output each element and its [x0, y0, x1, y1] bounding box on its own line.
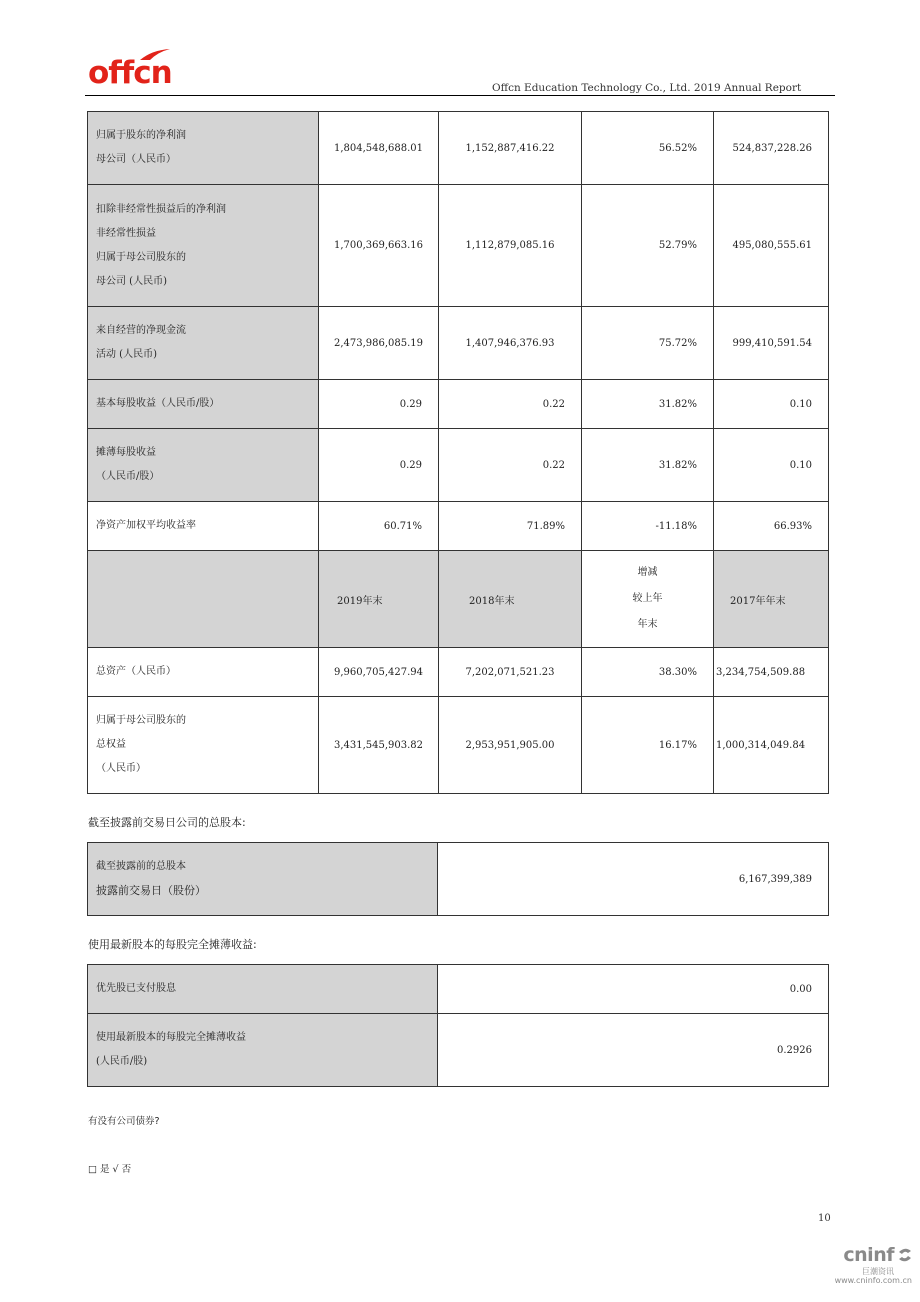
share-capital-heading: 截至披露前交易日公司的总股本: [88, 816, 246, 829]
row-label: 来自经营的净现金流 活动 (人民币) [88, 307, 319, 380]
value-change: -11.18% [582, 502, 714, 551]
value-2018: 1,112,879,085.16 [439, 185, 582, 307]
report-title: Offcn Education Technology Co., Ltd. 2019 Annual Report [492, 82, 802, 94]
value-2019: 3,431,545,903.82 [319, 697, 439, 794]
offcn-logo [88, 46, 174, 92]
value-change: 56.52% [582, 112, 714, 185]
value-2019: 1,700,369,663.16 [319, 185, 439, 307]
table-row [88, 185, 829, 307]
preferred-dividend-value: 0.00 [438, 965, 829, 1014]
subheader-2019: 2019年末 [319, 551, 439, 648]
bonds-question: 有没有公司债券? [88, 1116, 160, 1127]
value-2019: 0.29 [319, 380, 439, 429]
cninfo-watermark [826, 1244, 916, 1290]
cninfo-logo-icon [896, 1246, 914, 1264]
value-2019: 0.29 [319, 429, 439, 502]
row-label: 摊薄每股收益 （人民币/股） [88, 429, 319, 502]
value-change: 16.17% [582, 697, 714, 794]
value-2017: 66.93% [714, 502, 829, 551]
value-2018: 1,407,946,376.93 [439, 307, 582, 380]
subheader-2017: 2017年年末 [714, 551, 829, 648]
logo-text: offcn [88, 55, 172, 91]
value-2018: 2,953,951,905.00 [439, 697, 582, 794]
table-row [88, 965, 829, 1014]
row-label: 归属于股东的净利润 母公司（人民币） [88, 112, 319, 185]
table-row [88, 648, 829, 697]
cninfo-chinese: 巨潮资讯 [862, 1267, 894, 1276]
value-2018: 71.89% [439, 502, 582, 551]
eps-heading: 使用最新股本的每股完全摊薄收益: [88, 938, 257, 951]
diluted-eps-value: 0.2926 [438, 1014, 829, 1087]
preferred-dividend-label: 优先股已支付股息 [88, 965, 438, 1014]
header-divider [85, 95, 835, 96]
table-row [88, 307, 829, 380]
value-2017: 495,080,555.61 [714, 185, 829, 307]
row-label: 归属于母公司股东的 总权益 （人民币） [88, 697, 319, 794]
value-change: 52.79% [582, 185, 714, 307]
cninfo-url: www.cninfo.com.cn [834, 1276, 912, 1285]
value-2019: 2,473,986,085.19 [319, 307, 439, 380]
row-label: 基本每股收益（人民币/股） [88, 380, 319, 429]
row-label: 净资产加权平均收益率 [88, 502, 319, 551]
share-capital-table [87, 842, 829, 916]
subheader-empty-cell [88, 551, 319, 648]
diluted-eps-label: 使用最新股本的每股完全摊薄收益 (人民币/股) [88, 1014, 438, 1087]
value-2017: 0.10 [714, 429, 829, 502]
subheader-change: 增减 较上年 年末 [582, 551, 714, 648]
table-row [88, 380, 829, 429]
value-change: 38.30% [582, 648, 714, 697]
value-2019: 9,960,705,427.94 [319, 648, 439, 697]
value-change: 31.82% [582, 429, 714, 502]
share-capital-value: 6,167,399,389 [438, 843, 829, 916]
table-row [88, 843, 829, 916]
value-2019: 1,804,548,688.01 [319, 112, 439, 185]
value-2017: 3,234,754,509.88 [714, 648, 829, 697]
value-change: 31.82% [582, 380, 714, 429]
value-2018: 7,202,071,521.23 [439, 648, 582, 697]
row-label: 扣除非经常性损益后的净利润 非经常性损益 归属于母公司股东的 母公司 (人民币) [88, 185, 319, 307]
row-label: 总资产（人民币） [88, 648, 319, 697]
value-2019: 60.71% [319, 502, 439, 551]
share-capital-label: 截至披露前的总股本 披露前交易日（股份） [88, 843, 438, 916]
value-2018: 0.22 [439, 429, 582, 502]
value-2017: 0.10 [714, 380, 829, 429]
cninfo-word: cninf [843, 1244, 894, 1266]
table-row [88, 429, 829, 502]
table-row [88, 112, 829, 185]
table-row [88, 1014, 829, 1087]
eps-table [87, 964, 829, 1087]
page-number: 10 [818, 1213, 831, 1224]
financial-summary-table [87, 111, 829, 794]
table-row [88, 697, 829, 794]
bonds-answer: □ 是 √ 否 [88, 1164, 132, 1175]
subheader-2018: 2018年末 [439, 551, 582, 648]
value-2017: 524,837,228.26 [714, 112, 829, 185]
value-2018: 0.22 [439, 380, 582, 429]
value-change: 75.72% [582, 307, 714, 380]
value-2018: 1,152,887,416.22 [439, 112, 582, 185]
table-subheader-row [88, 551, 829, 648]
value-2017: 999,410,591.54 [714, 307, 829, 380]
table-row [88, 502, 829, 551]
value-2017: 1,000,314,049.84 [714, 697, 829, 794]
